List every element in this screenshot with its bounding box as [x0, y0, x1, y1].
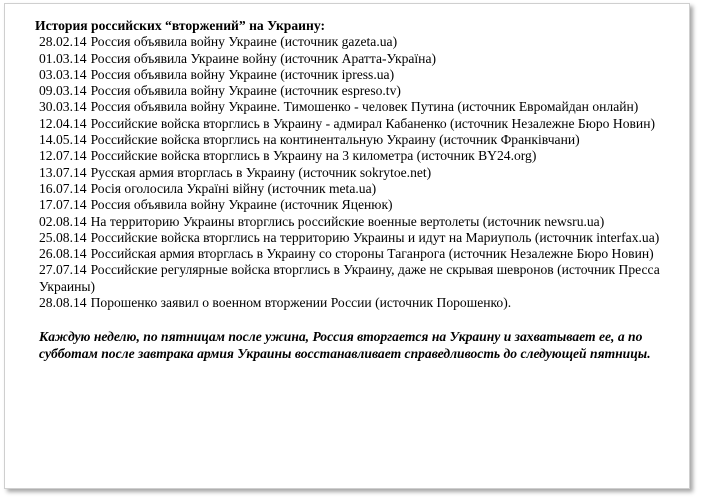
entry-text: Порошенко заявил о военном вторжении России (источник Порошенко). [90, 295, 512, 311]
entry-text: Россия объявила войну Украине (источник espreso.tv) [90, 83, 401, 99]
entry-text: Российские войска вторглись в Украину - адмирал Кабаненко (источник Незалежне Бюро Новин) [90, 115, 655, 131]
list-item [35, 51, 675, 67]
entry-text: Россия объявила войну Украине. Тимошенко - человек Путина (источник Евромайдан онлайн) [90, 99, 639, 115]
list-item [35, 132, 675, 148]
entry-date: 30.03.14 [39, 99, 87, 115]
closing-note: Каждую неделю, по пятницам после ужина, Россия вторгается на Украину и захватывает ее, а по субботам после завтрака армия Украины восстанавливает справедливость до следующей пятницы. [39, 329, 651, 361]
entry-text: Россия объявила Украине войну (источник Аратта-Україна) [90, 50, 437, 66]
entry-date: 01.03.14 [39, 50, 87, 66]
list-item [35, 246, 675, 262]
entry-date: 16.07.14 [39, 180, 87, 196]
list-item [35, 116, 675, 132]
entry-text: Русская армия вторглась в Украину (источник sokrytoe.net) [90, 164, 432, 180]
entry-date: 03.03.14 [39, 66, 87, 82]
entry-date: 28.02.14 [39, 34, 87, 50]
list-item [35, 181, 675, 197]
entry-text: Российская армия вторглась в Украину со стороны Таганрога (источник Незалежне Бюро Новин) [90, 246, 654, 262]
entry-text: Российские войска вторглись на территорию Украины и идут на Мариуполь (источник interfax.ua) [90, 229, 660, 245]
entry-date: 26.08.14 [39, 246, 87, 262]
entry-text: Российские войска вторглись в Украину на 3 километра (источник BY24.org) [90, 148, 537, 164]
entry-date: 25.08.14 [39, 229, 87, 245]
entry-date: 14.05.14 [39, 132, 87, 148]
entry-date: 28.08.14 [39, 295, 87, 311]
document-content [35, 18, 675, 363]
list-item [35, 83, 675, 99]
list-item [35, 214, 675, 230]
entry-date: 27.07.14 [39, 262, 87, 278]
list-item [35, 295, 675, 311]
entry-text: Россия объявила войну Украине (источник Яценюк) [90, 197, 393, 213]
document-page [4, 3, 690, 489]
list-item [35, 197, 675, 213]
list-item [35, 262, 675, 295]
entry-date: 09.03.14 [39, 83, 87, 99]
entry-date: 02.08.14 [39, 213, 87, 229]
list-item [35, 230, 675, 246]
entry-text: Россия объявила войну Украине (источник ipress.ua) [90, 66, 395, 82]
list-item [35, 34, 675, 50]
entry-text: Российские войска вторглись на континентальную Украину (источник Франківчани) [90, 132, 580, 148]
list-item [35, 67, 675, 83]
entry-date: 13.07.14 [39, 164, 87, 180]
document-heading: История российских “вторжений” на Украину: [35, 18, 325, 33]
entry-text: Россия объявила войну Украине (источник gazeta.ua) [90, 34, 398, 50]
list-item [35, 165, 675, 181]
entry-text: На территорию Украины вторглись российские военные вертолеты (источник newsru.ua) [90, 213, 605, 229]
list-item [35, 148, 675, 164]
entry-text: Российские регулярные войска вторглись в Украину, даже не скрывая шевронов (источник Пресса Украины) [39, 262, 660, 294]
entry-date: 17.07.14 [39, 197, 87, 213]
entry-date: 12.07.14 [39, 148, 87, 164]
entry-text: Росія оголосила Україні війну (источник meta.ua) [90, 180, 377, 196]
invasion-list [35, 34, 675, 311]
list-item [35, 99, 675, 115]
entry-date: 12.04.14 [39, 115, 87, 131]
